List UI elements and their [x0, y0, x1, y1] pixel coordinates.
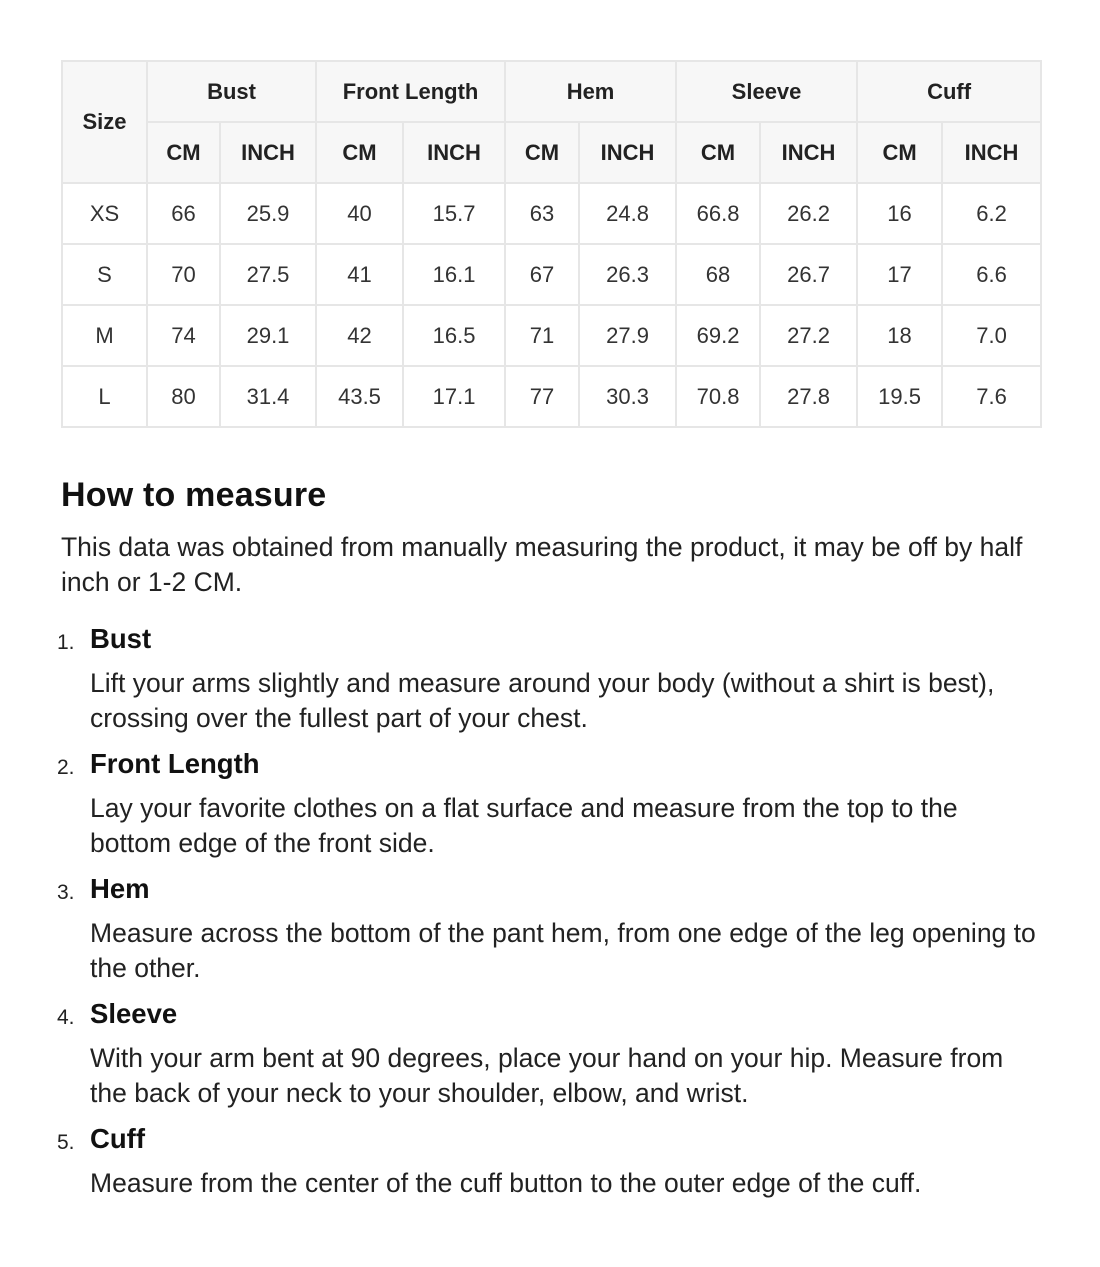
table-cell: 66.8: [676, 183, 760, 244]
measure-steps-list: [57, 622, 1041, 1247]
table-cell: 67: [505, 244, 579, 305]
table-cell: 27.8: [760, 366, 857, 427]
unit-header-inch: INCH: [579, 122, 676, 183]
step-description: Lift your arms slightly and measure around your body (without a shirt is best), crossing over the fullest part of your chest.: [90, 668, 995, 733]
table-cell: 25.9: [220, 183, 316, 244]
list-item: [57, 1122, 1041, 1247]
size-chart-table: [61, 60, 1042, 428]
unit-header-inch: INCH: [760, 122, 857, 183]
step-title: Bust: [90, 623, 152, 654]
unit-header-cm: CM: [316, 122, 403, 183]
list-item: [57, 872, 1041, 997]
table-header-row-units: [62, 122, 1041, 183]
step-description: With your arm bent at 90 degrees, place your hand on your hip. Measure from the back of your neck to your shoulder, elbow, and wrist.: [90, 1043, 1004, 1108]
table-cell: 63: [505, 183, 579, 244]
column-group-header: Sleeve: [676, 61, 857, 122]
unit-header-inch: INCH: [403, 122, 505, 183]
size-column-header: Size: [62, 61, 147, 183]
step-description: Lay your favorite clothes on a flat surface and measure from the top to the bottom edge of the front side.: [90, 793, 958, 858]
column-group-header: Front Length: [316, 61, 505, 122]
table-cell: 16.5: [403, 305, 505, 366]
table-cell: 42: [316, 305, 403, 366]
column-group-header: Cuff: [857, 61, 1041, 122]
list-item: [57, 622, 1041, 747]
step-title: Front Length: [90, 748, 260, 779]
table-row: [62, 366, 1041, 427]
table-cell: 19.5: [857, 366, 942, 427]
size-cell: S: [62, 244, 147, 305]
list-item: [57, 997, 1041, 1122]
table-cell: 17.1: [403, 366, 505, 427]
how-to-measure-heading: How to measure: [61, 476, 327, 514]
step-description: Measure from the center of the cuff button to the outer edge of the cuff.: [90, 1168, 922, 1198]
table-cell: 27.9: [579, 305, 676, 366]
size-guide: [57, 60, 1039, 1198]
table-cell: 16.1: [403, 244, 505, 305]
unit-header-cm: CM: [676, 122, 760, 183]
table-cell: 29.1: [220, 305, 316, 366]
table-cell: 27.5: [220, 244, 316, 305]
table-cell: 74: [147, 305, 220, 366]
table-row: [62, 183, 1041, 244]
table-cell: 6.6: [942, 244, 1041, 305]
list-item: [57, 747, 1041, 872]
column-group-header: Hem: [505, 61, 676, 122]
table-cell: 16: [857, 183, 942, 244]
column-group-header: Bust: [147, 61, 316, 122]
table-cell: 6.2: [942, 183, 1041, 244]
step-title: Sleeve: [90, 998, 178, 1029]
table-cell: 66: [147, 183, 220, 244]
unit-header-inch: INCH: [220, 122, 316, 183]
table-cell: 80: [147, 366, 220, 427]
table-cell: 24.8: [579, 183, 676, 244]
step-description: Measure across the bottom of the pant hem, from one edge of the leg opening to the other.: [90, 918, 1036, 983]
measure-intro-text: This data was obtained from manually measuring the product, it may be off by half inch or 1-2 CM.: [61, 532, 1023, 597]
table-cell: 40: [316, 183, 403, 244]
table-cell: 70.8: [676, 366, 760, 427]
unit-header-cm: CM: [505, 122, 579, 183]
step-title: Hem: [90, 873, 150, 904]
table-cell: 26.3: [579, 244, 676, 305]
table-cell: 30.3: [579, 366, 676, 427]
table-row: [62, 305, 1041, 366]
step-title: Cuff: [90, 1123, 145, 1154]
table-cell: 26.7: [760, 244, 857, 305]
table-cell: 17: [857, 244, 942, 305]
table-cell: 7.0: [942, 305, 1041, 366]
table-cell: 69.2: [676, 305, 760, 366]
table-cell: 70: [147, 244, 220, 305]
unit-header-cm: CM: [857, 122, 942, 183]
table-cell: 31.4: [220, 366, 316, 427]
table-cell: 7.6: [942, 366, 1041, 427]
table-row: [62, 244, 1041, 305]
unit-header-inch: INCH: [942, 122, 1041, 183]
size-cell: XS: [62, 183, 147, 244]
table-header-row-groups: [62, 61, 1041, 122]
table-cell: 71: [505, 305, 579, 366]
table-cell: 26.2: [760, 183, 857, 244]
table-cell: 43.5: [316, 366, 403, 427]
step-number: 4.: [57, 1006, 75, 1029]
table-cell: 15.7: [403, 183, 505, 244]
step-number: 2.: [57, 756, 75, 779]
step-number: 1.: [57, 631, 75, 654]
table-cell: 77: [505, 366, 579, 427]
table-cell: 41: [316, 244, 403, 305]
step-number: 3.: [57, 881, 75, 904]
table-cell: 27.2: [760, 305, 857, 366]
unit-header-cm: CM: [147, 122, 220, 183]
step-number: 5.: [57, 1131, 75, 1154]
table-cell: 68: [676, 244, 760, 305]
table-cell: 18: [857, 305, 942, 366]
size-cell: L: [62, 366, 147, 427]
size-cell: M: [62, 305, 147, 366]
